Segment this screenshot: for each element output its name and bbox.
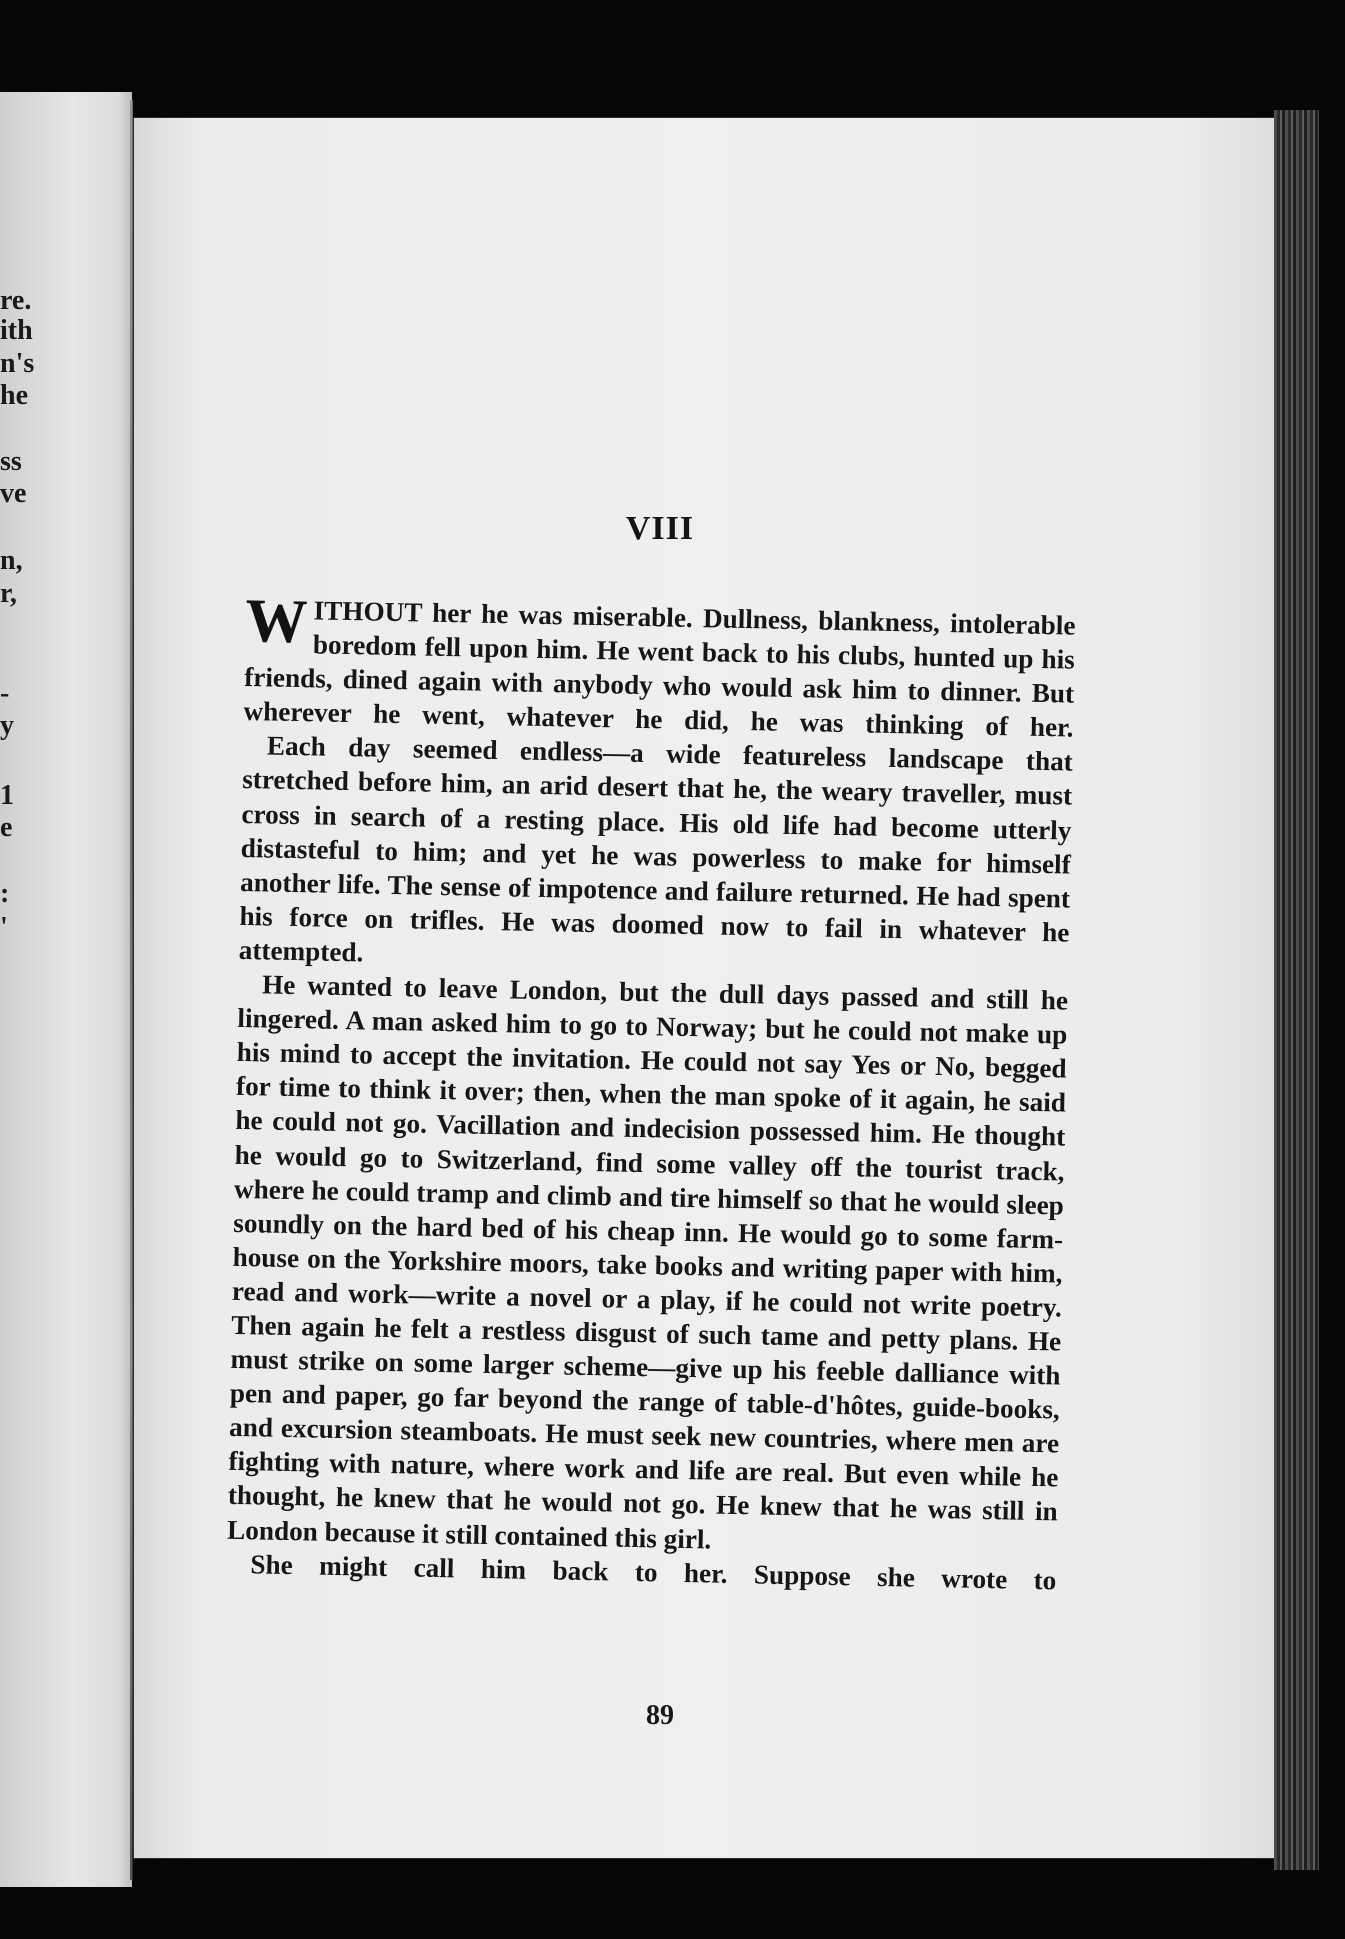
left-page-fragment: y	[0, 710, 14, 741]
page-number: 89	[646, 1700, 674, 1731]
body-text	[226, 587, 1076, 1597]
left-page-fragment: he	[0, 380, 28, 411]
left-page-fragment: r,	[0, 578, 17, 609]
paragraph: Each day seemed endless—a wide featureless landscape that stretched before him, an arid desert that he, the weary traveller, must cross in search of a resting place. His old life had become utterly distasteful to him; and yet he was powerless to make for himself another life. The sense of impotence and failure returned. He had spent his force on trifles. He was doomed now to fail in whatever he attempted.	[238, 730, 1074, 968]
paragraph: She might call him back to her. Suppose she wrote to	[250, 1548, 1057, 1596]
paragraph: He wanted to leave London, but the dull days passed and still he lingered. A man asked him to go to Norway; but he could not make up his mind to accept the invitation. He could not say Yes or No, begged for time to think it over; then, when the man spoke of it again, he said he could not go. Vacillation and indecision possessed him. He thought he would go to Switzerland, find some valley off the tourist track, where he could tramp and climb and tire himself so that he would sleep soundly on the hard bed of his cheap inn. He would go to some farm-house on the Yorkshire moors, take books and writing paper with him, read and work—write a novel or a play, if he could not write poetry. Then again he felt a restless disgust of such tame and petty plans. He must strike on some larger scheme—give up his feeble dalliance with pen and paper, go far beyond the range of table-d'hôtes, guide-books, and excursion steamboats. He must seek new countries, where men are fighting with nature, where work and life are real. But even while he thought, he knew that he would not go. He knew that he was still in London because it still contained this girl.	[226, 969, 1069, 1555]
left-page-fragment: e	[0, 812, 13, 843]
left-page-fragment: ith	[0, 315, 33, 346]
paragraph-text: ITHOUT her he was miserable. Dullness, blankness, intolerable boredom fell upon him. He went back to his clubs, hunted up his friends, dined again with anybody who would ask him to dinner. But wherever he went, whatever he did, he was thinking of her.	[243, 595, 1076, 743]
left-page	[0, 92, 132, 1887]
drop-cap: W	[244, 587, 309, 657]
left-page-fragment: '	[0, 912, 8, 943]
left-page-fragment: n,	[0, 545, 23, 576]
left-page-fragment: :	[0, 878, 10, 909]
page-edge	[1274, 110, 1319, 1870]
chapter-heading: VIII	[625, 510, 695, 547]
left-page-fragment: 1	[0, 780, 14, 811]
left-page-fragment: n's	[0, 348, 35, 379]
left-page-fragment: -	[0, 678, 10, 709]
left-page-fragment: ss	[0, 446, 22, 477]
left-page-fragment: ve	[0, 478, 27, 509]
left-page-fragment: re.	[0, 285, 32, 316]
paragraph	[243, 587, 1076, 745]
page-gutter	[130, 100, 133, 1880]
